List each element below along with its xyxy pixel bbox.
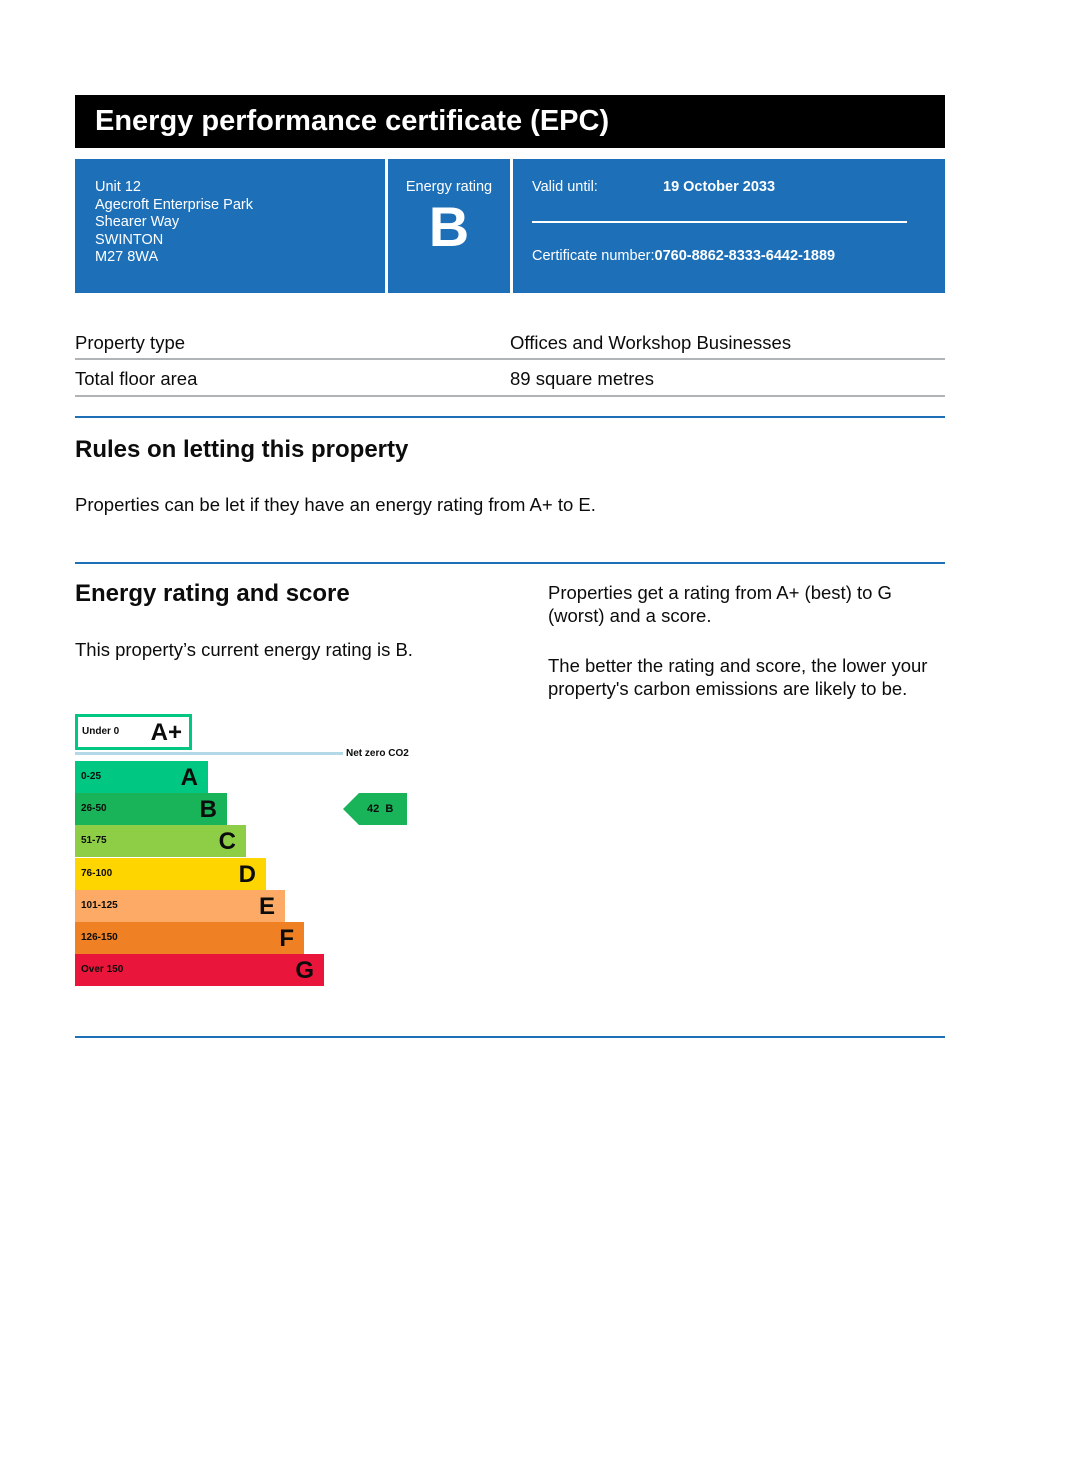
band-letter: D	[238, 860, 256, 888]
band-c	[75, 825, 246, 857]
page-title: Energy performance certificate (EPC)	[95, 105, 610, 137]
certificate-number-label: Certificate number:	[532, 248, 655, 264]
property-type-label: Property type	[75, 332, 186, 353]
net-zero-line	[75, 752, 343, 755]
address-line: M27 8WA	[95, 249, 159, 265]
band-f	[75, 922, 304, 954]
property-type-value: Offices and Workshop Businesses	[510, 332, 792, 353]
address-line: Unit 12	[95, 179, 141, 195]
divider	[75, 358, 945, 360]
letting-heading: Rules on letting this property	[75, 436, 409, 463]
band-a	[75, 761, 208, 793]
energy-rating-label: Energy rating	[405, 179, 493, 195]
validity-panel	[513, 159, 945, 293]
band-range: Over 150	[81, 964, 124, 976]
band-range: 76-100	[81, 867, 113, 879]
band-range: 0-25	[81, 771, 102, 782]
band-range: Under 0	[82, 726, 120, 737]
letting-text: Properties can be let if they have an energy rating from A+ to E.	[75, 494, 596, 515]
band-range: 101-125	[81, 899, 118, 911]
rating-info-1: Properties get a rating from A+ (best) to G (worst) and a score.	[548, 582, 892, 626]
band-range: 126-150	[81, 932, 118, 943]
address-line: SWINTON	[95, 231, 164, 248]
band-letter: B	[199, 796, 217, 824]
rating-heading: Energy rating and score	[75, 580, 350, 607]
rating-info-2: The better the rating and score, the lower your property's carbon emissions are likely to be.	[548, 655, 928, 699]
band-letter: G	[295, 957, 314, 985]
section-divider	[75, 416, 945, 418]
divider	[75, 395, 945, 397]
energy-rating-value: B	[428, 195, 470, 258]
band-letter: A	[180, 764, 198, 791]
band-g	[75, 954, 324, 986]
floor-area-value: 89 square metres	[510, 368, 654, 389]
floor-area-label: Total floor area	[75, 368, 198, 389]
section-divider	[75, 562, 945, 564]
current-rating-text: This property’s current energy rating is B.	[75, 639, 413, 660]
certificate-number	[532, 248, 835, 264]
band-range: 51-75	[81, 835, 107, 847]
band-range: 26-50	[81, 803, 107, 815]
section-divider	[75, 1036, 945, 1038]
divider	[532, 221, 907, 223]
title-bar	[75, 95, 945, 148]
address-line: Shearer Way	[95, 214, 180, 230]
net-zero-label: Net zero CO2	[346, 748, 409, 759]
band-letter: A+	[150, 719, 182, 746]
address-line: Agecroft Enterprise Park	[95, 196, 253, 213]
valid-until-value: 19 October 2033	[663, 179, 776, 195]
certificate-number-value: 0760-8862-8333-6442-1889	[654, 248, 836, 264]
valid-until-label: Valid until:	[532, 179, 598, 195]
band-letter: E	[258, 892, 275, 920]
band-d	[75, 858, 266, 890]
current-score-label: 42 B	[367, 803, 394, 815]
band-letter: F	[279, 925, 294, 952]
address-panel	[75, 159, 385, 293]
current-score	[343, 793, 407, 825]
band-b	[75, 793, 227, 825]
band-e	[75, 890, 285, 922]
energy-rating-panel	[388, 159, 510, 293]
band-letter: C	[218, 828, 236, 856]
band-a-plus	[75, 714, 192, 750]
